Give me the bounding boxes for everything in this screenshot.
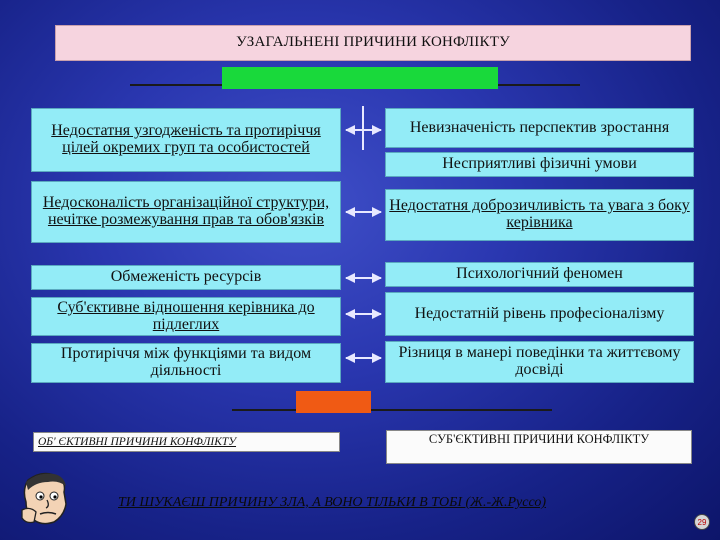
left-cause-1: Недостатня узгодженість та протиріччя цілей окремих груп та особистостей <box>31 108 341 172</box>
right-cause-3: Недостатня доброзичливість та увага з боку керівника <box>385 189 694 241</box>
thinking-face-icon <box>14 470 76 528</box>
right-cause-2: Несприятливі фізичні умови <box>385 152 694 177</box>
orange-bar <box>296 391 371 413</box>
right-cause-4: Психологічний феномен <box>385 262 694 287</box>
right-cause-5: Недостатній рівень професіоналізму <box>385 292 694 336</box>
objective-causes-label: ОБ' ЄКТИВНІ ПРИЧИНИ КОНФЛІКТУ <box>33 432 340 452</box>
page-number: 29 <box>694 514 710 530</box>
slide-title-text: УЗАГАЛЬНЕНІ ПРИЧИНИ КОНФЛІКТУ <box>236 34 510 51</box>
left-cause-2: Недосконалість організаційної структури, нечітке розмежування прав та обов'язків <box>31 181 341 243</box>
bottom-divider-line <box>232 409 552 411</box>
right-cause-6: Різниця в манері поведінки та життєвому досвіді <box>385 341 694 383</box>
left-cause-3: Обмеженість ресурсів <box>31 265 341 290</box>
right-cause-1: Невизначеність перспектив зростання <box>385 108 694 148</box>
subjective-causes-label: СУБ'ЄКТИВНІ ПРИЧИНИ КОНФЛІКТУ <box>386 430 692 464</box>
left-cause-5: Протиріччя між функціями та видом діяльності <box>31 343 341 383</box>
left-cause-4: Суб'єктивне відношення керівника до підлеглих <box>31 297 341 336</box>
rousseau-quote: ТИ ШУКАЄШ ПРИЧИНУ ЗЛА, А ВОНО ТІЛЬКИ В ТОБІ (Ж.-Ж.Руссо) <box>118 495 546 510</box>
